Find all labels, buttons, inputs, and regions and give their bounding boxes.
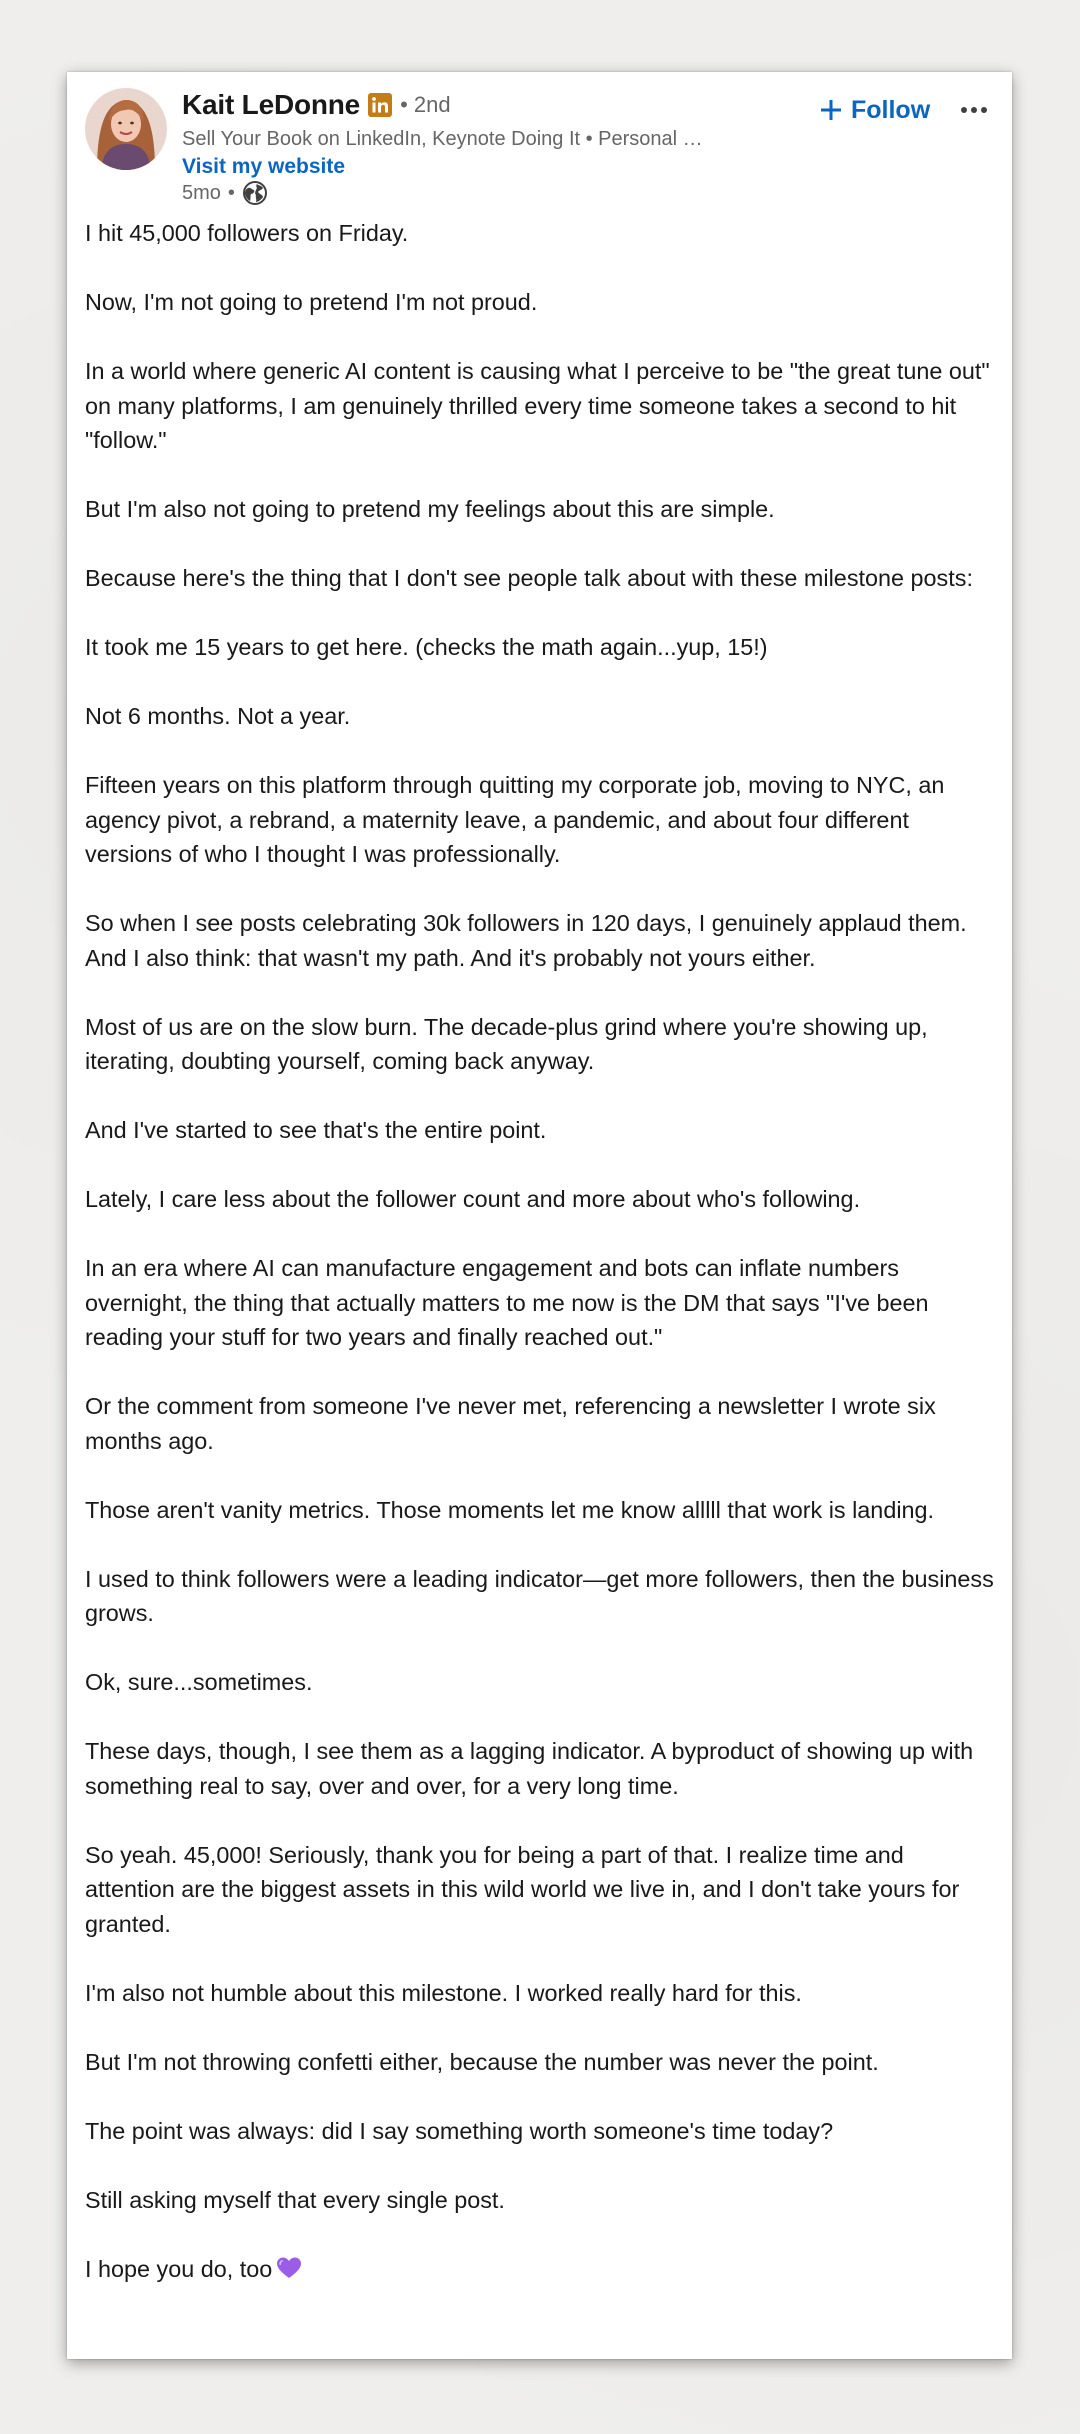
post-paragraph: I used to think followers were a leading indicator—get more followers, then the business grows. bbox=[85, 1565, 994, 1626]
post-timestamp[interactable]: 5mo bbox=[182, 182, 221, 204]
post-paragraph: So yeah. 45,000! Seriously, thank you for being a part of that. I realize time and attention are the biggest assets in this wild world we live in, and I don't take yours for granted. bbox=[85, 1841, 960, 1937]
post-paragraph: It took me 15 years to get here. (checks the math again...yup, 15!) bbox=[85, 634, 768, 660]
avatar[interactable] bbox=[85, 88, 167, 170]
plus-icon bbox=[819, 98, 843, 122]
post-paragraph: In an era where AI can manufacture engagement and bots can inflate numbers overnight, the thing that actually matters to me now is the DM that says "I've been reading your stuff for two years and finally reached out." bbox=[85, 1255, 929, 1350]
author-name[interactable]: Kait LeDonne bbox=[182, 89, 361, 120]
post-paragraph: So when I see posts celebrating 30k followers in 120 days, I genuinely applaud them. And I also think: that wasn't my path. And it's probably not yours either. bbox=[85, 910, 967, 971]
post-paragraph: I'm also not humble about this milestone. I worked really hard for this. bbox=[85, 1979, 802, 2006]
globe-icon bbox=[242, 180, 268, 206]
post-paragraph: Not 6 months. Not a year. bbox=[85, 703, 351, 729]
post-paragraph: These days, though, I see them as a lagging indicator. A byproduct of showing up with something real to say, over and over, for a very long time. bbox=[85, 1738, 974, 1799]
more-options-icon[interactable] bbox=[956, 96, 992, 124]
follow-button[interactable] bbox=[819, 90, 930, 130]
post-meta bbox=[182, 179, 268, 207]
post-paragraph: But I'm also not going to pretend my feelings about this are simple. bbox=[85, 496, 775, 522]
closing-text: I hope you do, too bbox=[85, 2255, 273, 2282]
linkedin-icon bbox=[368, 93, 392, 117]
post-paragraph: Lately, I care less about the follower count and more about who's following. bbox=[85, 1186, 861, 1212]
follow-label: Follow bbox=[851, 95, 931, 124]
post-paragraph: And I've started to see that's the entire point. bbox=[85, 1117, 547, 1143]
visit-website-link[interactable]: Visit my website bbox=[182, 155, 346, 178]
post-paragraph: The point was always: did I say something worth someone's time today? bbox=[85, 2117, 834, 2144]
post-paragraph: But I'm not throwing confetti either, because the number was never the point. bbox=[85, 2048, 879, 2075]
post-paragraph: Or the comment from someone I've never met, referencing a newsletter I wrote six months ago. bbox=[85, 1393, 936, 1454]
post-paragraph: Now, I'm not going to pretend I'm not proud. bbox=[85, 289, 538, 315]
post-body bbox=[85, 216, 997, 2286]
post-paragraph: In a world where generic AI content is causing what I perceive to be "the great tune out" on many platforms, I am genuinely thrilled every time someone takes a second to hit "follow." bbox=[85, 358, 990, 453]
meta-separator: • bbox=[227, 182, 235, 204]
post-paragraph: Fifteen years on this platform through quitting my corporate job, moving to NYC, an agency pivot, a rebrand, a maternity leave, a pandemic, and about four different versions of who I thought I was professionally. bbox=[85, 772, 945, 867]
post-paragraph: Because here's the thing that I don't see people talk about with these milestone posts: bbox=[85, 565, 973, 591]
linkedin-post-card bbox=[67, 72, 1012, 2359]
post-paragraph: Ok, sure...sometimes. bbox=[85, 1669, 313, 1695]
post-paragraph: Still asking myself that every single post. bbox=[85, 2186, 505, 2213]
author-name-line bbox=[182, 88, 451, 122]
post-paragraph: I hit 45,000 followers on Friday. bbox=[85, 220, 409, 246]
author-headline[interactable]: Sell Your Book on LinkedIn, Keynote Doing It • Personal … bbox=[182, 128, 703, 150]
post-paragraph-last bbox=[85, 2252, 997, 2287]
post-paragraph: Those aren't vanity metrics. Those moments let me know alllll that work is landing. bbox=[85, 1496, 935, 1523]
post-paragraph: Most of us are on the slow burn. The decade-plus grind where you're showing up, iterating, doubting yourself, coming back anyway. bbox=[85, 1013, 928, 1074]
connection-degree: • 2nd bbox=[400, 92, 451, 117]
purple-heart-icon bbox=[276, 2255, 302, 2279]
